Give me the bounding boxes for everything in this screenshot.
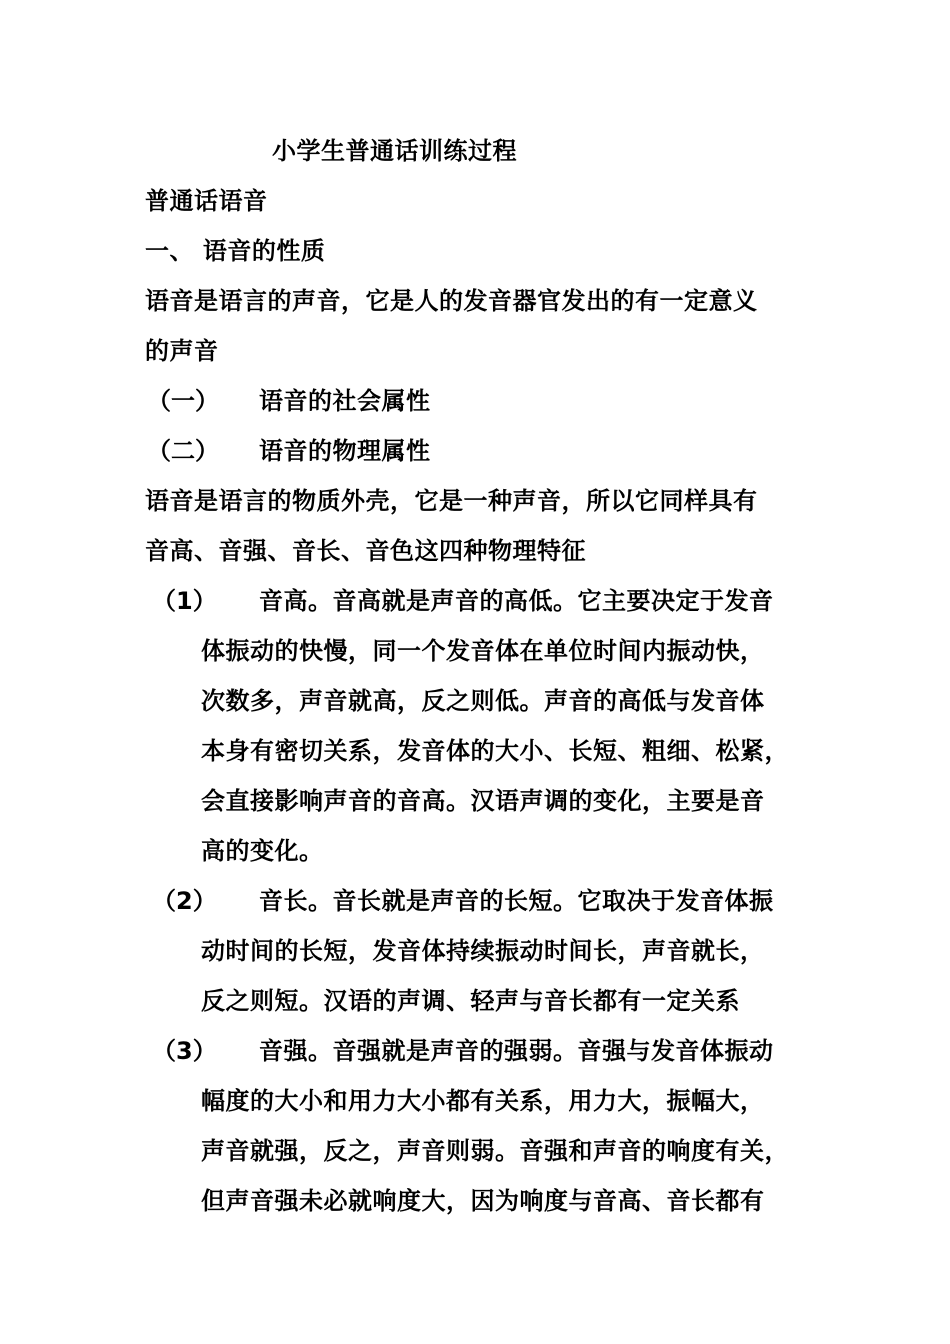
section-heading: 普通话语音: [145, 187, 268, 215]
numbered-item-label-2: （2）: [152, 887, 217, 915]
item2-line-2: 动时间的长短，发音体持续振动时间长，声音就长，: [201, 937, 765, 965]
sub-item-label-1: （一）: [147, 387, 219, 415]
document-title: 小学生普通话训练过程: [272, 137, 517, 165]
item1-line-4: 本身有密切关系，发音体的大小、长短、粗细、松紧，: [201, 737, 789, 765]
physical-intro-line-1: 语音是语言的物质外壳，它是一种声音，所以它同样具有: [145, 487, 758, 515]
item1-line-5: 会直接影响声音的音高。汉语声调的变化，主要是音: [201, 787, 765, 815]
item1-line-2: 体振动的快慢，同一个发音体在单位时间内振动快，: [201, 637, 765, 665]
sub-item-text-2: 语音的物理属性: [259, 437, 431, 465]
sub-item-label-2: （二）: [147, 437, 219, 465]
item1-line-6: 高的变化。: [201, 837, 324, 865]
numbered-item-label-3: （3）: [152, 1037, 217, 1065]
item3-line-3: 声音就强，反之，声音则弱。音强和声音的响度有关，: [201, 1137, 789, 1165]
item3-line-1: 音强。音强就是声音的强弱。音强与发音体振动: [259, 1037, 774, 1065]
item1-line-3: 次数多，声音就高，反之则低。声音的高低与发音体: [201, 687, 765, 715]
intro-line-1: 语音是语言的声音，它是人的发音器官发出的有一定意义: [145, 287, 758, 315]
sub-item-text-1: 语音的社会属性: [259, 387, 431, 415]
item1-line-1: 音高。音高就是声音的高低。它主要决定于发音: [259, 587, 774, 615]
item2-line-1: 音长。音长就是声音的长短。它取决于发音体振: [259, 887, 774, 915]
part-one-heading: 一、 语音的性质: [145, 237, 326, 265]
intro-line-2: 的声音: [145, 337, 219, 365]
numbered-item-label-1: （1）: [152, 587, 217, 615]
item3-line-2: 幅度的大小和用力大小都有关系，用力大，振幅大，: [201, 1087, 765, 1115]
physical-intro-line-2: 音高、音强、音长、音色这四种物理特征: [145, 537, 586, 565]
item2-line-3: 反之则短。汉语的声调、轻声与音长都有一定关系: [201, 987, 740, 1015]
item3-line-4: 但声音强未必就响度大，因为响度与音高、音长都有: [201, 1187, 765, 1215]
